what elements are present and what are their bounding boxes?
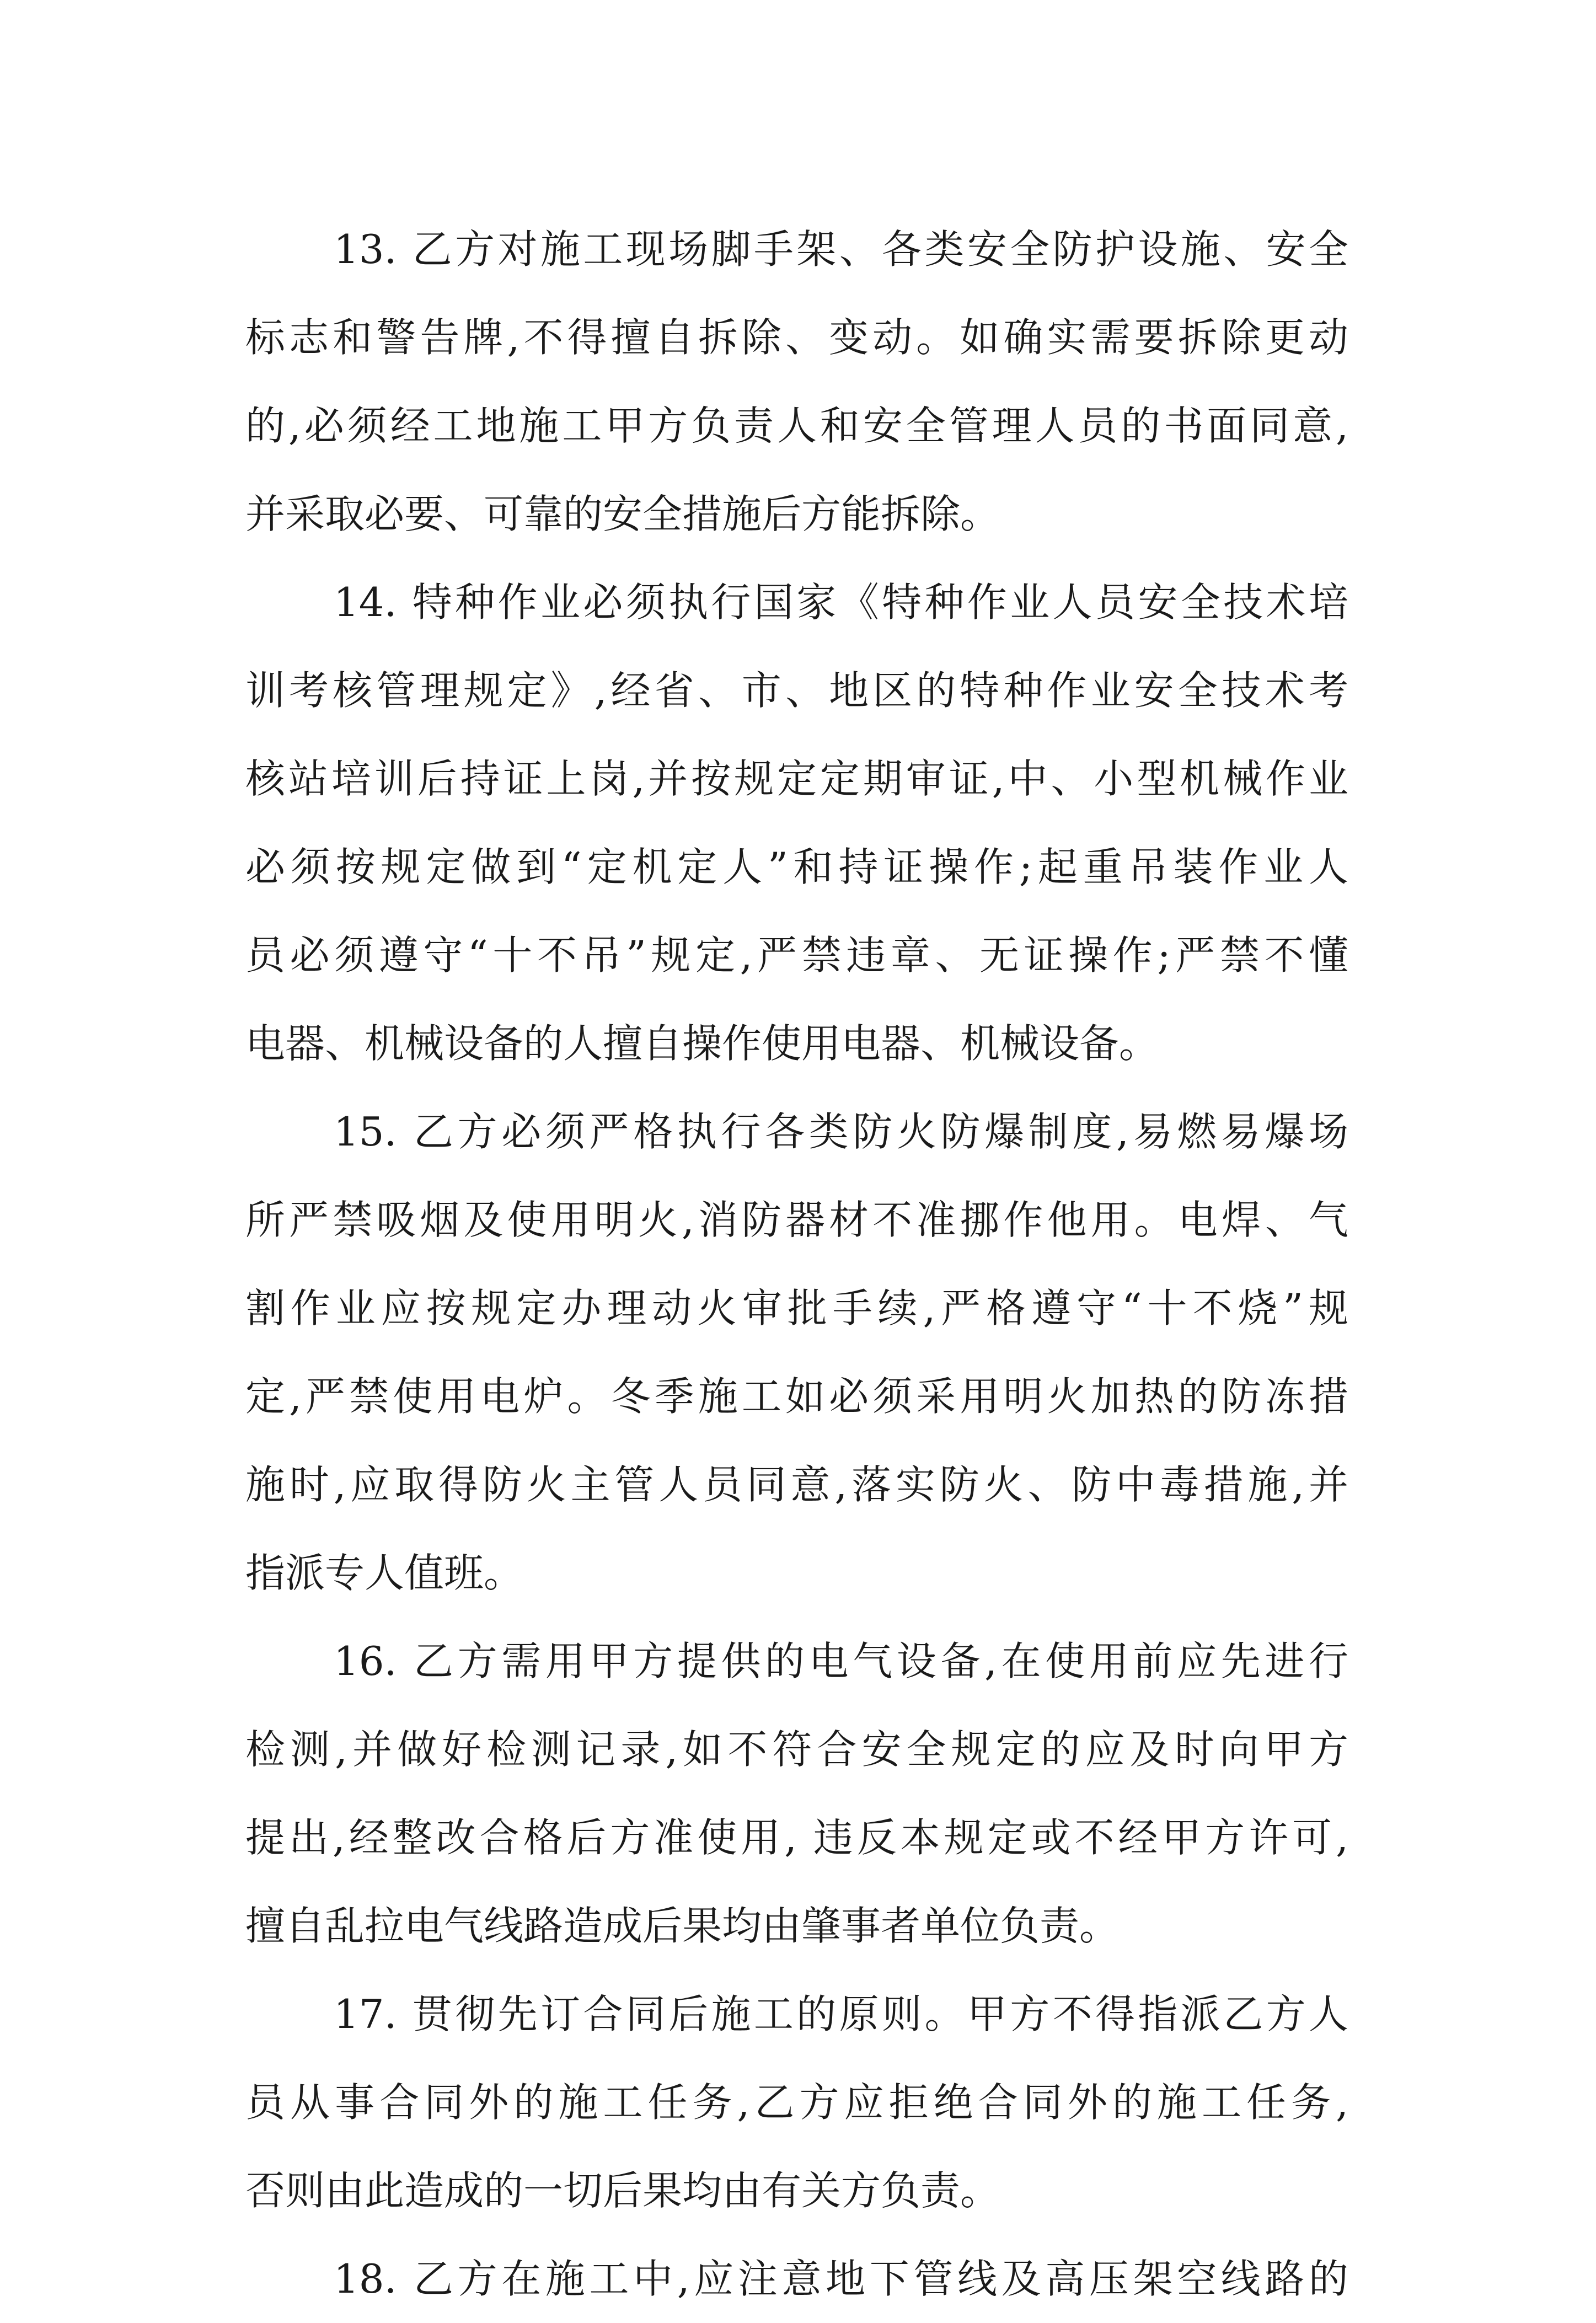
clause-15-line-4: 定,严禁使用电炉。冬季施工如必须采用明火加热的防冻措 (245, 1373, 1348, 1420)
clause-15-line-6: 指派专人值班。 (245, 1550, 524, 1596)
clause-14-line-5: 员必须遵守“十不吊”规定,严禁违章、无证操作;严禁不懂 (245, 932, 1348, 978)
clause-17-line-3: 否则由此造成的一切后果均由有关方负责。 (245, 2167, 1000, 2214)
clause-16-line-1: 16. 乙方需用甲方提供的电气设备,在使用前应先进行 (334, 1638, 1348, 1684)
clause-17-line-1: 17. 贯彻先订合同后施工的原则。甲方不得指派乙方人 (334, 1991, 1348, 2037)
clause-15-line-3: 割作业应按规定办理动火审批手续,严格遵守“十不烧”规 (245, 1285, 1348, 1331)
document-page (245, 205, 1348, 2302)
clause-14-line-3: 核站培训后持证上岗,并按规定定期审证,中、小型机械作业 (245, 756, 1348, 802)
clause-14-line-1: 14. 特种作业必须执行国家《特种作业人员安全技术培 (334, 579, 1348, 625)
clause-14-line-6: 电器、机械设备的人擅自操作使用电器、机械设备。 (245, 1020, 1159, 1067)
clause-18-line-1: 18. 乙方在施工中,应注意地下管线及高压架空线路的 (334, 2256, 1348, 2302)
clause-15-line-2: 所严禁吸烟及使用明火,消防器材不准挪作他用。电焊、气 (245, 1197, 1348, 1243)
clause-13-line-1: 13. 乙方对施工现场脚手架、各类安全防护设施、安全 (334, 226, 1348, 272)
clause-15-line-1: 15. 乙方必须严格执行各类防火防爆制度,易燃易爆场 (334, 1109, 1348, 1155)
clause-16-line-3: 提出,经整改合格后方准使用, 违反本规定或不经甲方许可, (245, 1814, 1348, 1861)
clause-14-line-4: 必须按规定做到“定机定人”和持证操作;起重吊装作业人 (245, 844, 1348, 890)
clause-13-line-2: 标志和警告牌,不得擅自拆除、变动。如确实需要拆除更动 (245, 314, 1348, 361)
clause-13-line-4: 并采取必要、可靠的安全措施后方能拆除。 (245, 491, 1000, 537)
clause-13-line-3: 的,必须经工地施工甲方负责人和安全管理人员的书面同意, (245, 403, 1348, 449)
clause-14-line-2: 训考核管理规定》,经省、市、地区的特种作业安全技术考 (245, 667, 1348, 714)
clause-17-line-2: 员从事合同外的施工任务,乙方应拒绝合同外的施工任务, (245, 2079, 1348, 2126)
clause-16-line-4: 擅自乱拉电气线路造成后果均由肇事者单位负责。 (245, 1903, 1120, 1949)
clause-15-line-5: 施时,应取得防火主管人员同意,落实防火、防中毒措施,并 (245, 1462, 1348, 1508)
clause-16-line-2: 检测,并做好检测记录,如不符合安全规定的应及时向甲方 (245, 1726, 1348, 1773)
